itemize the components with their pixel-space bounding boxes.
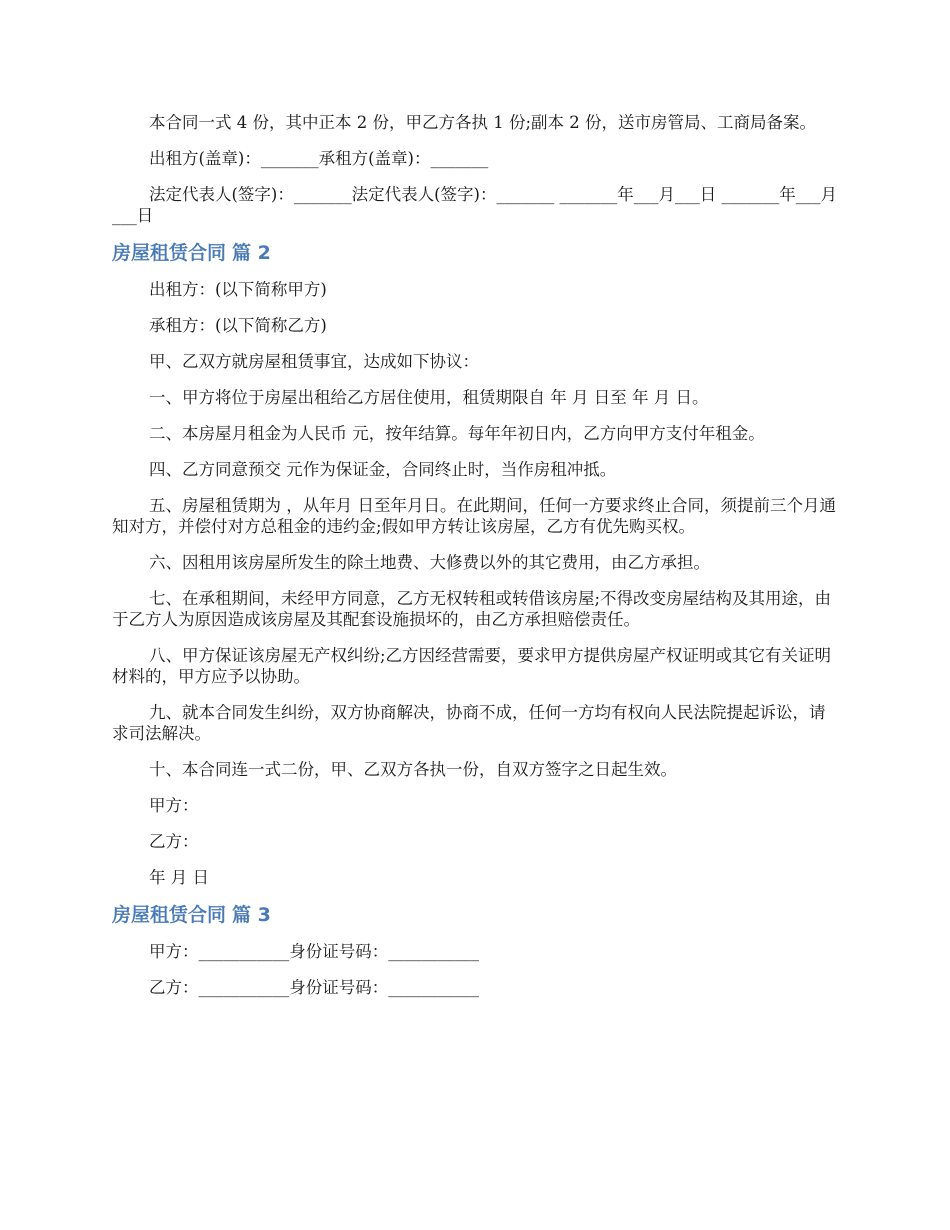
paragraph-copies: 本合同一式 4 份，其中正本 2 份，甲乙方各执 1 份;副本 2 份，送市房管局、工商局备案。 <box>149 113 817 132</box>
paragraph-clause-10: 十、本合同连一式二份，甲、乙双方各执一份，自双方签字之日起生效。 <box>149 760 677 779</box>
paragraph-clause-9: 九、就本合同发生纠纷，双方协商解决，协商不成，任何一方均有权向人民法院提起诉讼，请求司法解决。 <box>112 703 826 743</box>
paragraph-party-a-id: 甲方：___________身份证号码：___________ <box>149 942 479 961</box>
paragraph-lessor: 出租方：(以下简称甲方) <box>149 280 327 299</box>
paragraph-clause-7: 七、在承租期间，未经甲方同意，乙方无权转租或转借该房屋;不得改变房屋结构及其用途，由于乙方人为原因造成该房屋及其配套设施损坏的，由乙方承担赔偿责任。 <box>112 589 832 629</box>
paragraph-party-b-id: 乙方：___________身份证号码：___________ <box>149 978 479 997</box>
paragraph-clause-2: 二、本房屋月租金为人民币 元，按年结算。每年年初日内，乙方向甲方支付年租金。 <box>149 424 765 443</box>
section-title: 房屋租赁合同 <box>112 242 227 264</box>
section-title: 房屋租赁合同 <box>112 904 227 926</box>
paragraph-clause-4: 四、乙方同意预交 元作为保证金，合同终止时，当作房租冲抵。 <box>149 460 617 479</box>
paragraph-lessee: 承租方：(以下简称乙方) <box>149 316 327 335</box>
section-heading-3 <box>112 903 840 927</box>
section-number: 篇 3 <box>232 904 271 926</box>
paragraph-legal-rep-signature: 法定代表人(签字)：_______法定代表人(签字)：_______ _______年___月___日 _______年___月___日 <box>112 185 837 225</box>
paragraph-date: 年 月 日 <box>149 868 209 887</box>
paragraph-clause-5: 五、房屋租赁期为 ，从年月 日至年月日。在此期间，任何一方要求终止合同，须提前三个月通知对方，并偿付对方总租金的违约金;假如甲方转让该房屋，乙方有优先购买权。 <box>112 496 836 536</box>
paragraph-party-b: 乙方： <box>149 832 199 851</box>
paragraph-party-a: 甲方： <box>149 796 199 815</box>
document-page <box>112 112 840 1013</box>
paragraph-clause-1: 一、甲方将位于房屋出租给乙方居住使用，租赁期限自 年 月 日至 年 月 日。 <box>149 388 709 407</box>
paragraph-agreement-intro: 甲、乙双方就房屋租赁事宜，达成如下协议： <box>149 352 479 371</box>
paragraph-lessor-seal: 出租方(盖章)：_______承租方(盖章)：_______ <box>149 149 489 168</box>
paragraph-clause-8: 八、甲方保证该房屋无产权纠纷;乙方因经营需要，要求甲方提供房屋产权证明或其它有关证明材料的，甲方应予以协助。 <box>112 646 832 686</box>
paragraph-clause-6: 六、因租用该房屋所发生的除土地费、大修费以外的其它费用，由乙方承担。 <box>149 553 710 572</box>
section-heading-2 <box>112 241 840 265</box>
section-number: 篇 2 <box>232 242 271 264</box>
